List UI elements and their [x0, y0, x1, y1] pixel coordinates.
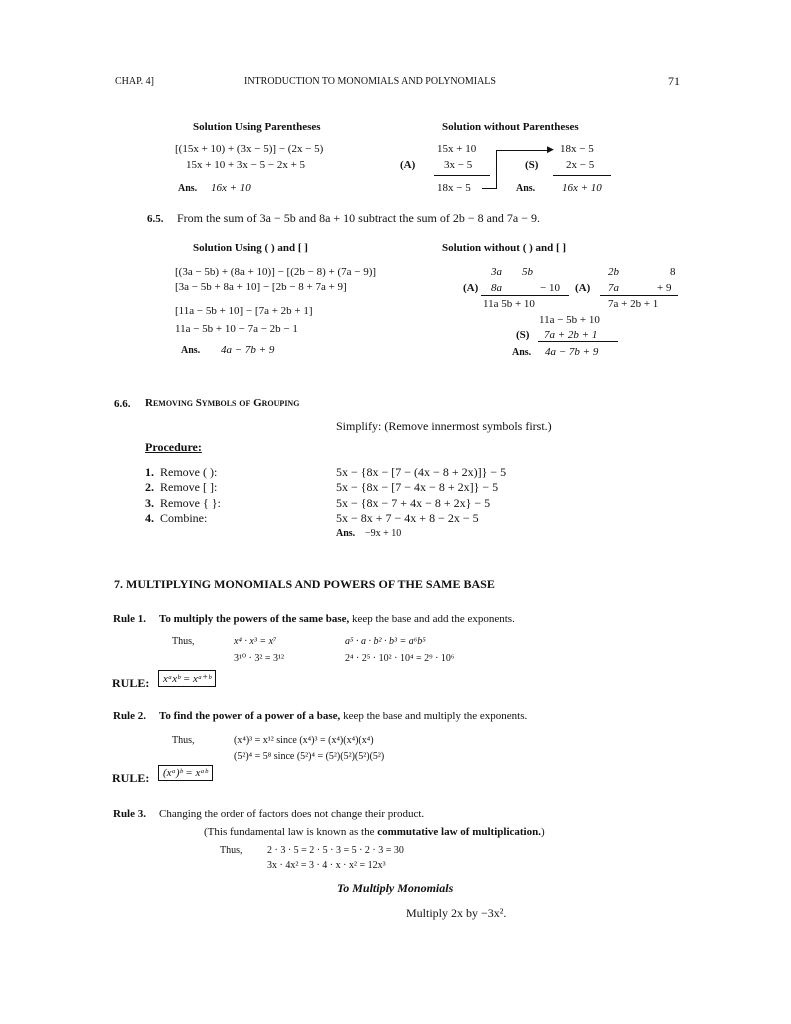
- step2-expr: 5x − {8x − [7 − 4x − 8 + 2x]} − 5: [336, 480, 499, 494]
- prob65-s-bot: 7a + 2b + 1: [544, 329, 598, 341]
- step3-number: 3.: [145, 496, 154, 510]
- sol1-ans-left: 16x + 10: [211, 182, 251, 194]
- step2-number: 2.: [145, 480, 154, 494]
- rule3-label: Rule 3.: [113, 808, 146, 820]
- prob65-left-line3: [11a − 5b + 10] − [7a + 2b + 1]: [175, 305, 313, 317]
- rule3-thus: Thus,: [220, 845, 243, 856]
- sol1-ans-right: 16x + 10: [562, 182, 602, 194]
- prob65-right-heading: Solution without ( ) and [ ]: [442, 242, 567, 254]
- rule2-thus: Thus,: [172, 735, 195, 746]
- sec66-title: Removing Symbols of Grouping: [145, 397, 300, 409]
- prob65-r1c2: 5b: [522, 266, 533, 278]
- sol1-connector-bottom: [482, 188, 496, 189]
- multiply-instruction: Multiply 2x by −3x².: [406, 906, 507, 920]
- sol1-s-bot: 2x − 5: [566, 159, 595, 171]
- prob65-a2-rule: [600, 295, 678, 296]
- rule3-text: Changing the order of factors does not change their product.: [159, 808, 425, 820]
- prob65-ans-left: 4a − 7b + 9: [221, 344, 275, 356]
- prob65-a1-label: (A): [463, 282, 479, 294]
- step1-expr: 5x − {8x − [7 − (4x − 8 + 2x)]} − 5: [336, 465, 507, 479]
- rule2-box: (xᵃ)ᵇ = xᵃᵇ: [158, 765, 213, 781]
- rule2-text-bold: To find the power of a power of a base,: [159, 710, 341, 722]
- rule2-text: [159, 710, 527, 723]
- prob65-s-top: 11a − 5b + 10: [539, 314, 600, 326]
- prob65-text: From the sum of 3a − 5b and 8a + 10 subtract the sum of 2b − 8 and 7a − 9.: [177, 211, 541, 225]
- prob65-left-line1: [(3a − 5b) + (8a + 10)] − [(2b − 8) + (7a − 9)]: [175, 266, 377, 278]
- sec66-ans: −9x + 10: [365, 528, 402, 539]
- prob65-ans-label: Ans.: [181, 345, 201, 356]
- arrow-right-icon: ▶: [547, 144, 554, 154]
- prob65-ans-label-right: Ans.: [512, 347, 532, 358]
- rule3-note-post: ): [540, 826, 545, 838]
- prob65-left-line2: [3a − 5b + 8a + 10] − [2b − 8 + 7a + 9]: [175, 281, 347, 293]
- sol1-a-label: (A): [400, 159, 416, 171]
- sol1-connector-vertical: [496, 150, 497, 189]
- procedure-heading: Procedure:: [145, 440, 202, 454]
- running-title: INTRODUCTION TO MONOMIALS AND POLYNOMIALS: [244, 76, 496, 87]
- rule1-thus: Thus,: [172, 636, 195, 647]
- prob65-number: 6.5.: [147, 213, 164, 225]
- rule1-tag: RULE:: [112, 676, 150, 690]
- step4-label: Combine:: [160, 511, 208, 525]
- prob65-ans-right: 4a − 7b + 9: [545, 346, 599, 358]
- prob65-s-rule: [538, 341, 618, 342]
- prob65-r1c1: 3a: [491, 266, 502, 278]
- sol1-a-result: 18x − 5: [437, 182, 471, 194]
- prob65-left-heading: Solution Using ( ) and [ ]: [193, 242, 308, 254]
- multiply-monomials-subheading: To Multiply Monomials: [337, 881, 454, 895]
- step3-label: Remove { }:: [160, 496, 221, 510]
- sol1-ans-label: Ans.: [178, 183, 198, 194]
- rule2-label: Rule 2.: [113, 710, 146, 722]
- sol1-a-bot: 3x − 5: [444, 159, 473, 171]
- rule1-example1: x⁴ · x³ = x⁷: [234, 636, 277, 647]
- rule1-example2: a⁵ · a · b² · b³ = a⁶b⁵: [345, 636, 426, 647]
- prob65-a2-label: (A): [575, 282, 591, 294]
- prob65-left-line4: 11a − 5b + 10 − 7a − 2b − 1: [175, 323, 298, 335]
- rule3-example1: 2 · 3 · 5 = 2 · 5 · 3 = 5 · 2 · 3 = 30: [267, 845, 404, 856]
- prob65-s-label: (S): [516, 329, 530, 341]
- sec7-heading: 7. MULTIPLYING MONOMIALS AND POWERS OF THE SAME BASE: [114, 577, 495, 591]
- rule1-text-rest: keep the base and add the exponents.: [349, 613, 515, 625]
- rule2-example1: (x⁴)³ = x¹² since (x⁴)³ = (x⁴)(x⁴)(x⁴): [234, 735, 374, 746]
- sec66-number: 6.6.: [114, 398, 131, 410]
- step4-expr: 5x − 8x + 7 − 4x + 8 − 2x − 5: [336, 511, 479, 525]
- sol1-s-rule: [553, 175, 611, 176]
- prob65-r1c4: 8: [670, 266, 676, 278]
- rule1-text-bold: To multiply the powers of the same base,: [159, 613, 350, 625]
- sec66-intro: Simplify: (Remove innermost symbols first.): [336, 419, 552, 433]
- rule3-note-bold: commutative law of multiplication.: [377, 826, 541, 838]
- rule3-note-pre: (This fundamental law is known as the: [204, 826, 378, 838]
- prob65-r2c4: + 9: [657, 282, 672, 294]
- sol1-connector-top: [496, 150, 550, 151]
- step4-number: 4.: [145, 511, 154, 525]
- prob65-r3: 11a 5b + 10: [483, 298, 535, 310]
- chapter-label: CHAP. 4]: [115, 76, 154, 87]
- prob65-r3b: 7a + 2b + 1: [608, 298, 659, 310]
- sol1-left-line2: 15x + 10 + 3x − 5 − 2x + 5: [186, 159, 306, 171]
- sol1-right-heading: Solution without Parentheses: [442, 121, 579, 133]
- rule2-text-rest: keep the base and multiply the exponents.: [340, 710, 528, 722]
- rule1-label: Rule 1.: [113, 613, 146, 625]
- step1-number: 1.: [145, 465, 154, 479]
- rule1-text: [159, 613, 515, 626]
- prob65-r2c3: 7a: [608, 282, 619, 294]
- rule3-example2: 3x · 4x² = 3 · 4 · x · x² = 12x³: [267, 860, 386, 871]
- step2-label: Remove [ ]:: [160, 480, 218, 494]
- prob65-r2c2: − 10: [540, 282, 560, 294]
- step3-expr: 5x − {8x − 7 + 4x − 8 + 2x} − 5: [336, 496, 491, 510]
- rule1-box: xᵃxᵇ = xᵃ⁺ᵇ: [158, 670, 216, 687]
- rule2-example2: (5²)⁴ = 5⁸ since (5²)⁴ = (5²)(5²)(5²)(5²): [234, 751, 385, 762]
- rule1-example4: 2⁴ · 2⁵ · 10² · 10⁴ = 2⁹ · 10⁶: [345, 653, 455, 664]
- sol1-a-rule: [434, 175, 490, 176]
- sol1-left-heading: Solution Using Parentheses: [193, 121, 321, 133]
- step1-label: Remove ( ):: [160, 465, 218, 479]
- sol1-s-label: (S): [525, 159, 539, 171]
- rule3-note: [204, 826, 545, 839]
- sol1-s-top: 18x − 5: [560, 143, 594, 155]
- sol1-left-line1: [(15x + 10) + (3x − 5)] − (2x − 5): [175, 143, 324, 155]
- rule1-example3: 3¹⁰ · 3² = 3¹²: [234, 653, 284, 664]
- sol1-a-top: 15x + 10: [437, 143, 477, 155]
- prob65-a1-rule: [481, 295, 569, 296]
- sol1-ans-label-right: Ans.: [516, 183, 536, 194]
- page-number: 71: [668, 74, 680, 88]
- prob65-r1c3: 2b: [608, 266, 619, 278]
- rule2-tag: RULE:: [112, 771, 150, 785]
- prob65-r2c1: 8a: [491, 282, 502, 294]
- sec66-ans-label: Ans.: [336, 528, 356, 539]
